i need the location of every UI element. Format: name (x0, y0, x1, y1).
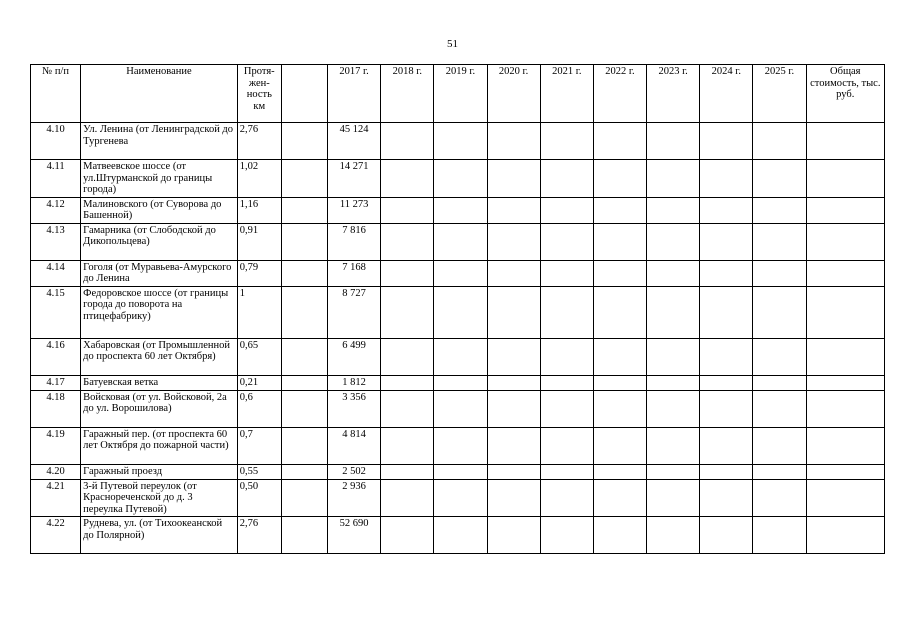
row-cost-2024 (700, 223, 753, 260)
row-cost-2017: 45 124 (328, 123, 381, 160)
row-cost-2017: 14 271 (328, 160, 381, 198)
row-number: 4.12 (31, 197, 81, 223)
row-cost-2020 (487, 517, 540, 554)
row-total-cost (806, 427, 884, 464)
row-number: 4.19 (31, 427, 81, 464)
row-name: Войсковая (от ул. Войсковой, 2а до ул. Ворошилова) (81, 390, 238, 427)
row-cost-2024 (700, 160, 753, 198)
row-total-cost (806, 286, 884, 338)
row-cost-2018 (381, 223, 434, 260)
header-num: № п/п (31, 65, 81, 123)
row-cost-2019 (434, 427, 487, 464)
row-length: 2,76 (237, 517, 281, 554)
row-cost-2022 (593, 286, 646, 338)
row-cost-2023 (647, 338, 700, 375)
row-cost-2019 (434, 286, 487, 338)
row-cost-2018 (381, 390, 434, 427)
row-cost-2025 (753, 479, 806, 517)
row-cost-2023 (647, 123, 700, 160)
row-length: 1,16 (237, 197, 281, 223)
row-cost-2017: 52 690 (328, 517, 381, 554)
row-cost-2022 (593, 375, 646, 390)
row-blank-cell (281, 197, 327, 223)
row-cost-2022 (593, 390, 646, 427)
row-name: Малиновского (от Суворова до Башенной) (81, 197, 238, 223)
row-cost-2017: 11 273 (328, 197, 381, 223)
row-total-cost (806, 517, 884, 554)
table-row (31, 464, 885, 479)
row-length: 0,6 (237, 390, 281, 427)
row-cost-2021 (540, 160, 593, 198)
row-name: Ул. Ленина (от Ленинградской до Тургенева (81, 123, 238, 160)
row-cost-2019 (434, 260, 487, 286)
row-cost-2021 (540, 375, 593, 390)
row-cost-2022 (593, 123, 646, 160)
row-total-cost (806, 160, 884, 198)
row-cost-2021 (540, 427, 593, 464)
row-number: 4.14 (31, 260, 81, 286)
row-cost-2023 (647, 464, 700, 479)
row-cost-2023 (647, 286, 700, 338)
row-cost-2025 (753, 517, 806, 554)
row-cost-2022 (593, 260, 646, 286)
row-cost-2025 (753, 375, 806, 390)
row-cost-2025 (753, 338, 806, 375)
row-cost-2024 (700, 390, 753, 427)
row-cost-2025 (753, 260, 806, 286)
row-cost-2024 (700, 479, 753, 517)
header-year-2022: 2022 г. (593, 65, 646, 123)
row-cost-2017: 7 168 (328, 260, 381, 286)
row-cost-2018 (381, 286, 434, 338)
row-blank-cell (281, 260, 327, 286)
row-blank-cell (281, 390, 327, 427)
table-row (31, 375, 885, 390)
row-cost-2018 (381, 464, 434, 479)
row-length: 0,21 (237, 375, 281, 390)
row-cost-2017: 1 812 (328, 375, 381, 390)
road-repair-table (30, 64, 885, 554)
row-cost-2020 (487, 123, 540, 160)
row-length: 0,7 (237, 427, 281, 464)
header-year-2018: 2018 г. (381, 65, 434, 123)
row-cost-2023 (647, 390, 700, 427)
row-cost-2024 (700, 375, 753, 390)
row-number: 4.22 (31, 517, 81, 554)
row-total-cost (806, 390, 884, 427)
row-number: 4.20 (31, 464, 81, 479)
row-length: 0,91 (237, 223, 281, 260)
row-name: Гоголя (от Муравьева-Амурского до Ленина (81, 260, 238, 286)
row-name: Хабаровская (от Промышленной до проспекта 60 лет Октября) (81, 338, 238, 375)
row-cost-2024 (700, 427, 753, 464)
row-number: 4.16 (31, 338, 81, 375)
row-cost-2021 (540, 223, 593, 260)
row-cost-2020 (487, 260, 540, 286)
row-total-cost (806, 197, 884, 223)
row-length: 2,76 (237, 123, 281, 160)
row-cost-2024 (700, 123, 753, 160)
table-row (31, 390, 885, 427)
row-cost-2022 (593, 464, 646, 479)
row-cost-2018 (381, 260, 434, 286)
row-cost-2020 (487, 464, 540, 479)
row-cost-2020 (487, 427, 540, 464)
table-row (31, 286, 885, 338)
header-year-2024: 2024 г. (700, 65, 753, 123)
row-cost-2018 (381, 375, 434, 390)
row-cost-2023 (647, 375, 700, 390)
row-cost-2025 (753, 123, 806, 160)
row-cost-2017: 2 936 (328, 479, 381, 517)
row-cost-2022 (593, 338, 646, 375)
row-cost-2022 (593, 197, 646, 223)
row-blank-cell (281, 517, 327, 554)
row-length: 0,55 (237, 464, 281, 479)
row-cost-2017: 7 816 (328, 223, 381, 260)
row-cost-2021 (540, 517, 593, 554)
row-number: 4.11 (31, 160, 81, 198)
row-cost-2018 (381, 338, 434, 375)
row-number: 4.13 (31, 223, 81, 260)
row-cost-2020 (487, 390, 540, 427)
row-cost-2025 (753, 427, 806, 464)
header-total-cost: Общая стоимость, тыс. руб. (806, 65, 884, 123)
row-blank-cell (281, 160, 327, 198)
row-number: 4.17 (31, 375, 81, 390)
row-cost-2025 (753, 390, 806, 427)
row-cost-2025 (753, 464, 806, 479)
row-cost-2018 (381, 427, 434, 464)
row-name: Матвеевское шоссе (от ул.Штурманской до границы города) (81, 160, 238, 198)
header-year-2021: 2021 г. (540, 65, 593, 123)
row-total-cost (806, 123, 884, 160)
row-cost-2020 (487, 338, 540, 375)
row-blank-cell (281, 479, 327, 517)
row-total-cost (806, 479, 884, 517)
row-name: Руднева, ул. (от Тихоокеанской до Полярной) (81, 517, 238, 554)
row-length: 0,65 (237, 338, 281, 375)
row-cost-2025 (753, 223, 806, 260)
table-row (31, 223, 885, 260)
row-cost-2020 (487, 479, 540, 517)
row-cost-2018 (381, 160, 434, 198)
row-cost-2019 (434, 517, 487, 554)
row-name: Гамарника (от Слободской до Дикопольцева) (81, 223, 238, 260)
row-name: Федоровское шоссе (от границы города до поворота на птицефабрику) (81, 286, 238, 338)
row-cost-2021 (540, 390, 593, 427)
row-cost-2019 (434, 338, 487, 375)
row-cost-2024 (700, 286, 753, 338)
row-number: 4.18 (31, 390, 81, 427)
table-row (31, 197, 885, 223)
header-year-2025: 2025 г. (753, 65, 806, 123)
row-number: 4.15 (31, 286, 81, 338)
row-cost-2021 (540, 197, 593, 223)
row-cost-2020 (487, 160, 540, 198)
row-cost-2019 (434, 223, 487, 260)
row-cost-2018 (381, 479, 434, 517)
table-row (31, 160, 885, 198)
row-length: 0,79 (237, 260, 281, 286)
row-cost-2019 (434, 375, 487, 390)
row-cost-2017: 6 499 (328, 338, 381, 375)
row-cost-2022 (593, 479, 646, 517)
header-year-2023: 2023 г. (647, 65, 700, 123)
row-cost-2022 (593, 427, 646, 464)
row-total-cost (806, 464, 884, 479)
row-cost-2023 (647, 197, 700, 223)
row-cost-2025 (753, 286, 806, 338)
row-cost-2017: 2 502 (328, 464, 381, 479)
row-cost-2021 (540, 479, 593, 517)
row-number: 4.21 (31, 479, 81, 517)
row-number: 4.10 (31, 123, 81, 160)
row-blank-cell (281, 375, 327, 390)
row-cost-2019 (434, 479, 487, 517)
table-row (31, 338, 885, 375)
row-blank-cell (281, 338, 327, 375)
row-cost-2020 (487, 223, 540, 260)
row-cost-2023 (647, 517, 700, 554)
header-year-2017: 2017 г. (328, 65, 381, 123)
row-cost-2020 (487, 375, 540, 390)
table-body (31, 123, 885, 554)
header-year-2020: 2020 г. (487, 65, 540, 123)
header-row (31, 65, 885, 123)
header-name: Наименование (81, 65, 238, 123)
row-cost-2022 (593, 223, 646, 260)
row-blank-cell (281, 123, 327, 160)
row-cost-2024 (700, 260, 753, 286)
row-cost-2017: 3 356 (328, 390, 381, 427)
row-blank-cell (281, 464, 327, 479)
table-row (31, 479, 885, 517)
row-cost-2020 (487, 286, 540, 338)
row-cost-2022 (593, 160, 646, 198)
page-number: 51 (447, 38, 458, 50)
row-cost-2018 (381, 197, 434, 223)
row-cost-2023 (647, 160, 700, 198)
row-cost-2019 (434, 160, 487, 198)
row-cost-2021 (540, 464, 593, 479)
table-row (31, 260, 885, 286)
row-cost-2022 (593, 517, 646, 554)
row-cost-2021 (540, 123, 593, 160)
row-cost-2018 (381, 123, 434, 160)
row-cost-2019 (434, 390, 487, 427)
row-cost-2024 (700, 464, 753, 479)
header-year-2019: 2019 г. (434, 65, 487, 123)
row-blank-cell (281, 427, 327, 464)
row-cost-2017: 4 814 (328, 427, 381, 464)
row-name: Гаражный проезд (81, 464, 238, 479)
row-length: 1,02 (237, 160, 281, 198)
row-blank-cell (281, 286, 327, 338)
header-blank (281, 65, 327, 123)
header-length: Протя- жен- ность км (237, 65, 281, 123)
row-length: 1 (237, 286, 281, 338)
row-cost-2025 (753, 197, 806, 223)
row-cost-2019 (434, 464, 487, 479)
row-cost-2023 (647, 479, 700, 517)
row-cost-2019 (434, 197, 487, 223)
row-length: 0,50 (237, 479, 281, 517)
table-row (31, 427, 885, 464)
row-name: 3-й Путевой переулок (от Краснореченской до д. 3 переулка Путевой) (81, 479, 238, 517)
row-cost-2023 (647, 260, 700, 286)
row-cost-2024 (700, 338, 753, 375)
row-cost-2021 (540, 338, 593, 375)
table-row (31, 517, 885, 554)
row-name: Гаражный пер. (от проспекта 60 лет Октября до пожарной части) (81, 427, 238, 464)
row-total-cost (806, 223, 884, 260)
row-total-cost (806, 375, 884, 390)
row-total-cost (806, 260, 884, 286)
row-name: Батуевская ветка (81, 375, 238, 390)
row-cost-2018 (381, 517, 434, 554)
row-blank-cell (281, 223, 327, 260)
row-cost-2023 (647, 427, 700, 464)
row-cost-2020 (487, 197, 540, 223)
row-cost-2019 (434, 123, 487, 160)
row-cost-2024 (700, 197, 753, 223)
row-cost-2021 (540, 286, 593, 338)
row-cost-2025 (753, 160, 806, 198)
row-cost-2024 (700, 517, 753, 554)
row-cost-2021 (540, 260, 593, 286)
row-total-cost (806, 338, 884, 375)
row-cost-2023 (647, 223, 700, 260)
row-cost-2017: 8 727 (328, 286, 381, 338)
table-row (31, 123, 885, 160)
